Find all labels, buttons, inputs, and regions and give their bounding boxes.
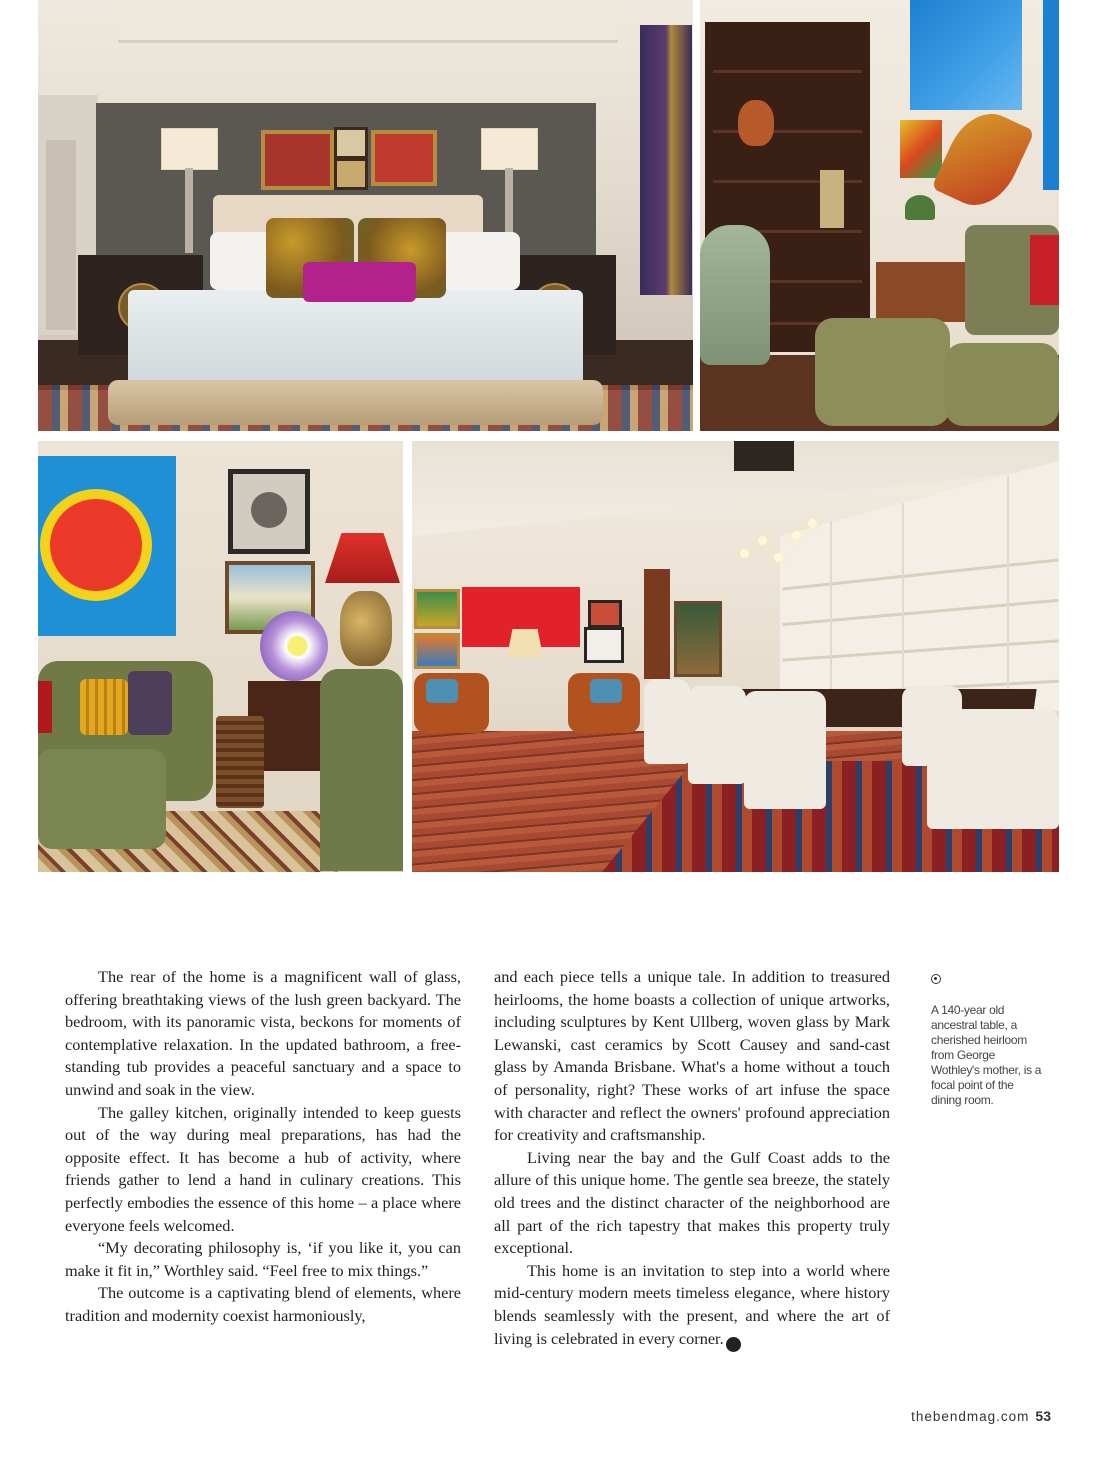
body-column-1: [65, 966, 461, 1328]
photo-shelves: [700, 0, 1059, 431]
photo-living-corner: [38, 441, 403, 872]
paragraph: and each piece tells a unique tale. In addition to treasured heirlooms, the home boasts a collection of unique artworks, including sculptures by Kent Ullberg, woven glass by Mark Lewanski, cast ceramics by Scott Causey and sand-cast glass by Amanda Brisbane. What's a home without a touch of personality, right? These works of art infuse the space with character and reflect the owners' profound appreciation for creativity and craftsmanship.: [494, 967, 890, 1145]
paragraph: The rear of the home is a magnificent wall of glass, offering breathtaking views of the lush green backyard. The bedroom, with its panoramic vista, beckons for moments of contemplative relaxation. In the updated bathroom, a free-standing tub provides a peaceful sanctuary and a space to unwind and soak in the view.: [65, 967, 461, 1099]
paragraph: [494, 1260, 890, 1352]
page-number: 53: [1035, 1408, 1051, 1424]
site-name: thebendmag.com: [911, 1409, 1030, 1424]
paragraph: Living near the bay and the Gulf Coast adds to the allure of this unique home. The gentle sea breeze, the stately old trees and the distinct character of the neighborhood are all part of the rich tapestry that makes this property truly exceptional.: [494, 1147, 890, 1258]
body-column-2: [494, 966, 890, 1352]
paragraph: The outcome is a captivating blend of elements, where tradition and modernity coexist harmoniously,: [65, 1283, 461, 1325]
photo-caption: A 140-year old ancestral table, a cherished heirloom from George Wothley's mother, is a focal point of the dining room.: [931, 1003, 1042, 1107]
photo-dining-room: [412, 441, 1059, 872]
paragraph: The galley kitchen, originally intended to keep guests out of the way during meal preparations, has had the opposite effect. It has become a hub of activity, where friends gather to lend a hand in culinary creations. This perfectly embodies the essence of this home – a place where everyone feels welcomed.: [65, 1102, 461, 1235]
page-footer: [911, 1408, 1051, 1424]
paragraph-text: This home is an invitation to step into a world where mid-century modern meets timeless elegance, where history blends seamlessly with the present, and where the art of living is celebrated in every corner.: [494, 1260, 890, 1348]
circle-dot-icon: [931, 974, 941, 984]
end-mark-icon: TB: [726, 1337, 741, 1352]
paragraph: “My decorating philosophy is, ‘if you like it, you can make it fit in,” Worthley said. “Feel free to mix things.”: [65, 1238, 461, 1280]
photo-bedroom: [38, 0, 693, 431]
